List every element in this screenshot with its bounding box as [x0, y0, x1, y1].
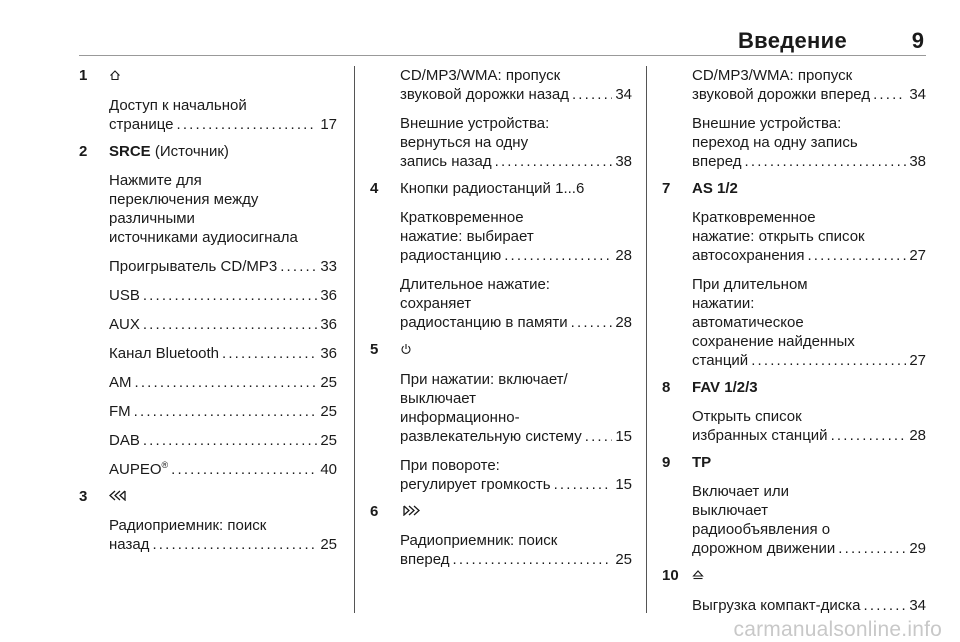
- entry-1: [79, 66, 337, 134]
- index-line: Проигрыватель CD/MP3 . . . 33: [109, 257, 337, 276]
- page-number: 9: [911, 28, 924, 53]
- column-divider: [354, 66, 355, 613]
- entry-7: 7 AS 1/2 Кратковременное нажатие: открыть список автосохранения . . . 27 При длительном нажатии: автоматическое сохранение найденных станций . . . 27: [662, 179, 926, 370]
- entry-4: 4 Кнопки радиостанций 1...6 Кратковременное нажатие: выбирает радиостанцию . . . 28 Длительное нажатие: сохраняет радиостанцию в памяти . . . 28: [370, 179, 632, 332]
- entry-number: 8: [662, 379, 671, 396]
- entry-number: 4: [370, 180, 379, 197]
- index-line: регулирует громкость . . . 15: [400, 475, 632, 494]
- seek-back-icon: [109, 487, 129, 506]
- source-list: [109, 257, 337, 479]
- index-line: радиостанцию в памяти . . . 28: [400, 313, 632, 332]
- page-header: [0, 0, 960, 60]
- entry-heading: Кнопки радиостанций 1...6: [400, 180, 585, 197]
- index-line: Канал Bluetooth . . . 36: [109, 344, 337, 363]
- home-icon: [109, 67, 121, 86]
- index-line: назад . . . 25: [109, 535, 337, 554]
- index-line: USB . . . 36: [109, 286, 337, 305]
- index-line: звуковой дорожки вперед . . . 34: [692, 85, 926, 104]
- entry-number: 5: [370, 341, 379, 358]
- index-line: радиостанцию . . . 28: [400, 246, 632, 265]
- page-ref: 17: [320, 115, 337, 133]
- entry-number: 9: [662, 454, 671, 471]
- index-line: станций . . . 27: [692, 351, 926, 370]
- power-icon: [400, 341, 412, 360]
- index-line: автосохранения . . . 27: [692, 246, 926, 265]
- entry-6-continued: CD/MP3/WMA: пропуск звуковой дорожки вперед . . . 34 Внешние устройства: переход на одну запись вперед . . . 38: [662, 66, 926, 171]
- index-line: дорожном движении . . . 29: [692, 539, 926, 558]
- index-line: развлекательную систему . . . 15: [400, 427, 632, 446]
- entry-5: 5 При нажатии: включает/ выключает информационно- развлекательную систему . . . 15 При повороте: регулирует громкость . . . 15: [370, 340, 632, 494]
- index-line: FM . . . 25: [109, 402, 337, 421]
- entry-8: 8 FAV 1/2/3 Открыть список избранных станций . . . 28: [662, 378, 926, 445]
- header-rule: [79, 55, 926, 56]
- index-line: DAB . . . 25: [109, 431, 337, 450]
- column-divider: [646, 66, 647, 613]
- entry-number: 7: [662, 180, 671, 197]
- column-1: [79, 66, 337, 554]
- entry-text: Доступ к начальной: [109, 96, 247, 114]
- index-line: звуковой дорожки назад . . . 34: [400, 85, 632, 104]
- entry-6: 6 Радиоприемник: поиск вперед . . . 25: [370, 502, 632, 570]
- page-title: Введение: [737, 28, 847, 53]
- entry-number: 3: [79, 487, 88, 505]
- column-2: [370, 66, 632, 569]
- index-line: AUPEO® . . . 40: [109, 460, 337, 479]
- entry-heading: AS 1/2: [692, 180, 738, 197]
- entry-3-continued: CD/MP3/WMA: пропуск звуковой дорожки назад . . . 34 Внешние устройства: вернуться на одну запись назад . . . 38: [370, 66, 632, 171]
- entry-number: 1: [79, 67, 88, 84]
- entry-heading: TP: [692, 454, 712, 471]
- index-line: вперед . . . 38: [692, 152, 926, 171]
- column-3: [662, 66, 926, 615]
- index-line: AM . . . 25: [109, 373, 337, 392]
- entry-heading: SRCE: [109, 142, 151, 160]
- index-line: избранных станций . . . 28: [692, 426, 926, 445]
- entry-number: 10: [662, 567, 679, 584]
- index-line: AUX . . . 36: [109, 315, 337, 334]
- entry-9: 9 TP Включает или выключает радиообъявления о дорожном движении . . . 29: [662, 453, 926, 558]
- entry-number: 2: [79, 142, 88, 160]
- entry-number: 6: [370, 502, 379, 520]
- seek-forward-icon: [400, 502, 420, 521]
- entry-3: 3 Радиоприемник: поиск назад . . . 25: [79, 487, 337, 555]
- index-line: Выгрузка компакт-диска . . . 34: [692, 596, 926, 615]
- index-line: странице . . . 17: [109, 115, 337, 134]
- index-line: запись назад . . . 38: [400, 152, 632, 171]
- watermark: carmanualsonline.info: [733, 618, 942, 641]
- entry-heading: FAV 1/2/3: [692, 379, 758, 396]
- entry-10: [662, 566, 926, 615]
- eject-icon: [692, 567, 704, 586]
- entry-2: 2 SRCE (Источник) Нажмите для переключения между различными источниками аудиосигнала Проигрыватель CD/MP3 . . . 33 USB . . . 36 AUX . . . 36 Канал Bluetooth . . . 36 AM . . . 25 FM . . . 25 DAB . . . 25 AUPEO® . . . 40: [79, 142, 337, 479]
- index-line: вперед . . . 25: [400, 550, 632, 569]
